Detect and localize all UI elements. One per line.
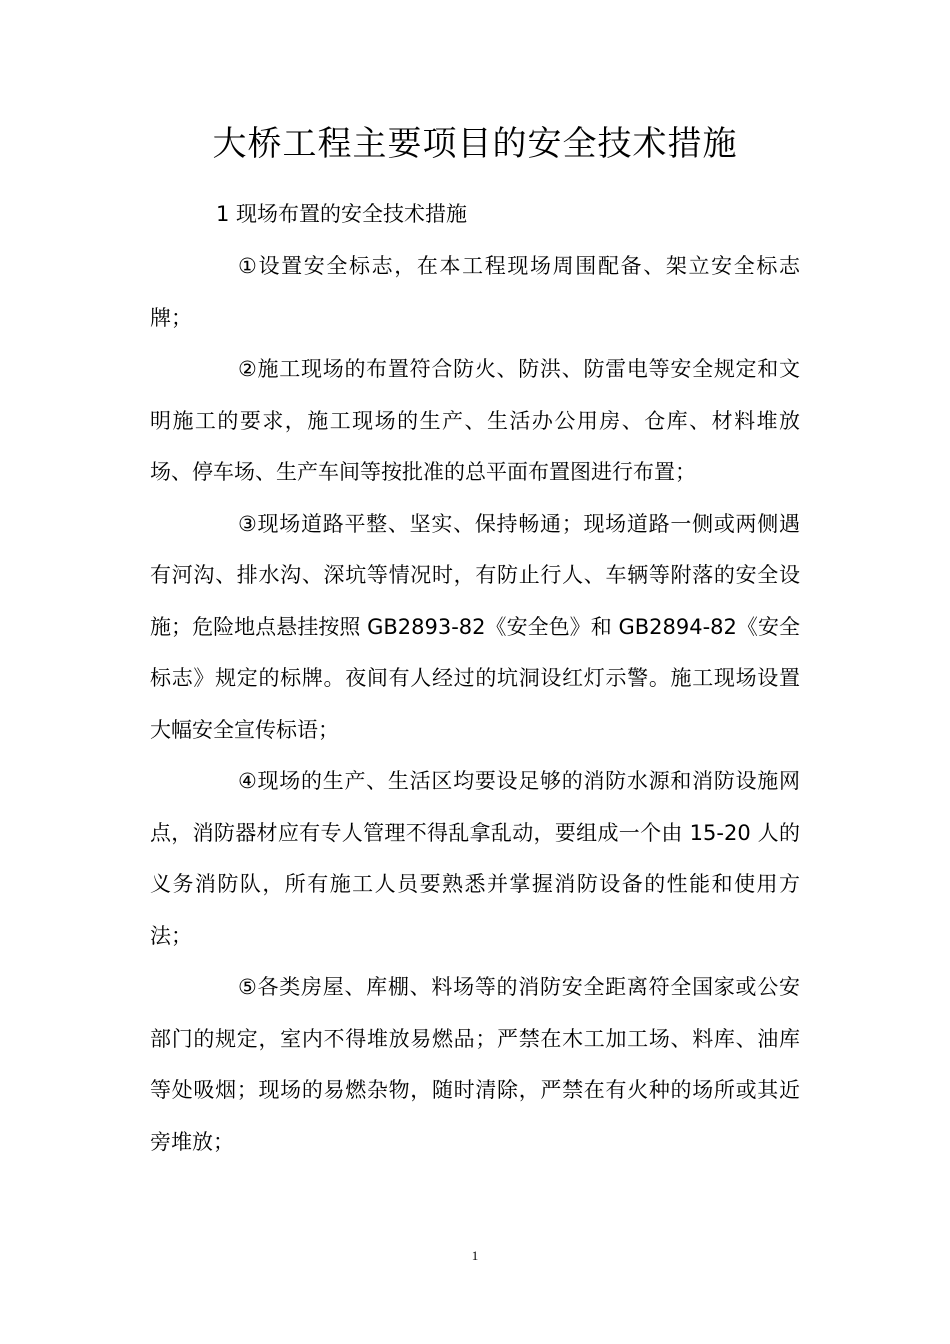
- paragraph-4: ④现场的生产、生活区均要设足够的消防水源和消防设施网点，消防器材应有专人管理不得乱拿乱动，要组成一个由 15-20 人的义务消防队，所有施工人员要熟悉并掌握消防设备的性能和使用方法；: [150, 769, 800, 948]
- document-title: 大桥工程主要项目的安全技术措施: [212, 124, 738, 164]
- paragraph-1: ①设置安全标志，在本工程现场周围配备、架立安全标志牌；: [150, 254, 800, 330]
- page-number: 1: [471, 1248, 479, 1263]
- paragraph-3: ③现场道路平整、坚实、保持畅通；现场道路一侧或两侧遇有河沟、排水沟、深坑等情况时，有防止行人、车辆等附落的安全设施；危险地点悬挂按照 GB2893-82《安全色》和 GB2894-82《安全标志》规定的标牌。夜间有人经过的坑洞设红灯示警。施工现场设置大幅安全宣传标语；: [150, 511, 800, 742]
- section-heading: 1 现场布置的安全技术措施: [216, 202, 468, 226]
- document-body: [150, 241, 800, 1168]
- paragraph-5: ⑤各类房屋、库棚、料场等的消防安全距离符全国家或公安部门的规定，室内不得堆放易燃品；严禁在木工加工场、料库、油库等处吸烟；现场的易燃杂物，随时清除，严禁在有火种的场所或其近旁堆放；: [150, 975, 800, 1154]
- paragraph-2: ②施工现场的布置符合防火、防洪、防雷电等安全规定和文明施工的要求，施工现场的生产、生活办公用房、仓库、材料堆放场、停车场、生产车间等按批准的总平面布置图进行布置；: [150, 357, 800, 484]
